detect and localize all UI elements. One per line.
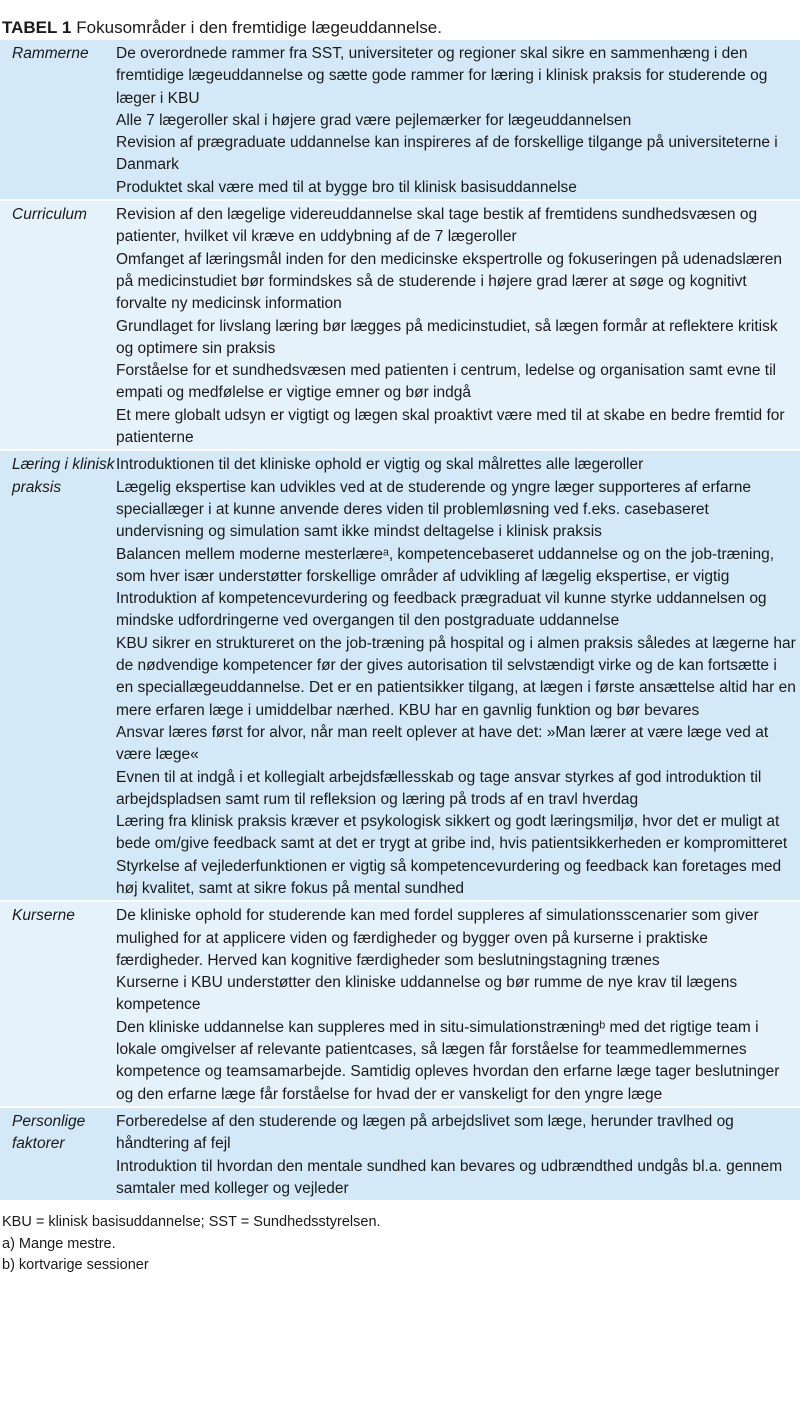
list-item: Forståelse for et sundhedsvæsen med patienten i centrum, ledelse og organisation samt evne til empati og medfølelse er vigtige emner og bør indgå bbox=[116, 362, 776, 402]
list-item: Introduktion af kompetencevurdering og feedback prægraduat vil kunne styrke uddannelsen og mindske udfordringerne ved overgangen til den postgraduate uddannelse bbox=[116, 590, 767, 630]
list-item: Kurserne i KBU understøtter den kliniske uddannelse og bør rumme de nye krav til lægens kompetence bbox=[116, 974, 738, 1014]
footnote-a: a) Mange mestre. bbox=[2, 1235, 116, 1252]
table-row bbox=[0, 901, 800, 1107]
list-item: KBU sikrer en struktureret on the job-træning på hospital og i almen praksis således at lægerne har de nødvendige kompetencer før der gives autorisation til selvstændigt virke og de kan fortsætte i en speciallægeuddannelse. Det er en patientsikker tilgang, at lægen i første ansættelse altid har en mere erfaren læge i umiddelbar nærhed. KBU har en gavnlig funktion og bør bevares bbox=[116, 634, 796, 719]
list-item: Introduktionen til det kliniske ophold er vigtig og skal målrettes alle lægeroller bbox=[116, 456, 644, 474]
row-category: Kurserne bbox=[0, 901, 116, 1107]
footnote-b: b) kortvarige sessioner bbox=[2, 1257, 149, 1274]
list-item: Alle 7 lægeroller skal i højere grad være pejlemærker for lægeuddannelsen bbox=[116, 111, 632, 129]
list-item: Læring fra klinisk praksis kræver et psykologisk sikkert og godt læringsmiljø, hvor det er muligt at bede om/give feedback samt at det er trygt at gribe ind, hvis patientsikkerheden er kompromitteret bbox=[116, 813, 788, 853]
list-item: Den kliniske uddannelse kan suppleres med in situ-simulationstræningᵇ med det rigtige team i lokale omgivelser af relevante patientcases, så lægen får forståelse for teammedlemmernes kompetence og teamsamarbejde. Samtidig opleves hvordan den erfarne læge tager beslutninger og den erfarne læge får forståelse for hvad der er vanskeligt for den yngre læge bbox=[116, 1018, 780, 1103]
list-item: Lægelig ekspertise kan udvikles ved at de studerende og yngre læger supporteres af erfarne speciallæger i at kunne anvende deres viden til problemløsning ved f.eks. casebaseret undervisning og simulation samt ikke mindst deltagelse i klinisk praksis bbox=[116, 478, 752, 541]
list-item: Styrkelse af vejlederfunktionen er vigtig så kompetencevurdering og feedback kan foretages med høj kvalitet, samt at sikre fokus på mental sundhed bbox=[116, 857, 782, 897]
row-items bbox=[116, 40, 800, 200]
list-item: Introduktion til hvordan den mentale sundhed kan bevares og udbrændthed undgås bl.a. gennem samtaler med kolleger og vejleder bbox=[116, 1157, 783, 1197]
table-title: Fokusområder i den fremtidige lægeuddannelse. bbox=[76, 18, 442, 37]
list-item: Revision af prægraduate uddannelse kan inspireres af de forskellige tilgange på universiteterne i Danmark bbox=[116, 134, 778, 174]
row-items bbox=[116, 450, 800, 901]
row-category: Personlige faktorer bbox=[0, 1107, 116, 1201]
footnote-abbreviations: KBU = klinisk basisuddannelse; SST = Sundhedsstyrelsen. bbox=[2, 1214, 381, 1231]
row-items bbox=[116, 1107, 800, 1201]
row-category: Læring i klinisk praksis bbox=[0, 450, 116, 901]
table-caption bbox=[0, 0, 800, 40]
list-item: Evnen til at indgå i et kollegialt arbejdsfællesskab og tage ansvar styrkes af god introduktion til arbejdspladsen samt rum til refleksion og læring på trods af en travl hverdag bbox=[116, 768, 762, 808]
table-row bbox=[0, 450, 800, 901]
list-item: Revision af den lægelige videreuddannelse skal tage bestik af fremtidens sundhedsvæsen og patienter, hvilket vil kræve en uddybning af de 7 lægeroller bbox=[116, 206, 758, 246]
table-row bbox=[0, 40, 800, 200]
list-item: Et mere globalt udsyn er vigtigt og lægen skal proaktivt være med til at skabe en bedre fremtid for patienterne bbox=[116, 406, 785, 447]
list-item: Grundlaget for livslang læring bør lægges på medicinstudiet, så lægen formår at reflektere kritisk og optimere sin praksis bbox=[116, 317, 778, 357]
list-item: Forberedelse af den studerende og lægen på arbejdslivet som læge, herunder travlhed og håndtering af fejl bbox=[116, 1112, 734, 1153]
list-item: De kliniske ophold for studerende kan med fordel suppleres af simulationsscenarier som giver mulighed for at applicere viden og færdigheder og bygger oven på kurserne i praktiske færdigheder. Herved kan kognitive færdigheder som beslutningstagning trænes bbox=[116, 907, 759, 969]
table-row bbox=[0, 1107, 800, 1201]
list-item: Balancen mellem moderne mesterlæreᵃ, kompetencebaseret uddannelse og on the job-træning, som hver især understøtter forskellige områder af udvikling af lægelig ekspertise, er vigtig bbox=[116, 545, 775, 585]
list-item: De overordnede rammer fra SST, universiteter og regioner skal sikre en sammenhæng i den fremtidige lægeuddannelse og sætte gode rammer for læring i klinisk praksis for studerende og læger i KBU bbox=[116, 45, 768, 107]
list-item: Omfanget af læringsmål inden for den medicinske ekspertrolle og fokuseringen på udenadslæren på medicinstudiet bør formindskes så de studerende i højere grad lærer at søge og kognitivt forvalte ny medicinsk information bbox=[116, 250, 783, 313]
list-item: Produktet skal være med til at bygge bro til klinisk basisuddannelse bbox=[116, 178, 577, 196]
footnotes bbox=[0, 1202, 800, 1277]
row-items bbox=[116, 200, 800, 450]
list-item: Ansvar læres først for alvor, når man reelt oplever at have det: »Man lærer at være læge ved at være læge« bbox=[116, 723, 769, 764]
row-category: Curriculum bbox=[0, 200, 116, 450]
focus-areas-table bbox=[0, 40, 800, 1202]
row-category: Rammerne bbox=[0, 40, 116, 200]
row-items bbox=[116, 901, 800, 1107]
table-label: TABEL 1 bbox=[2, 18, 72, 37]
table-row bbox=[0, 200, 800, 450]
